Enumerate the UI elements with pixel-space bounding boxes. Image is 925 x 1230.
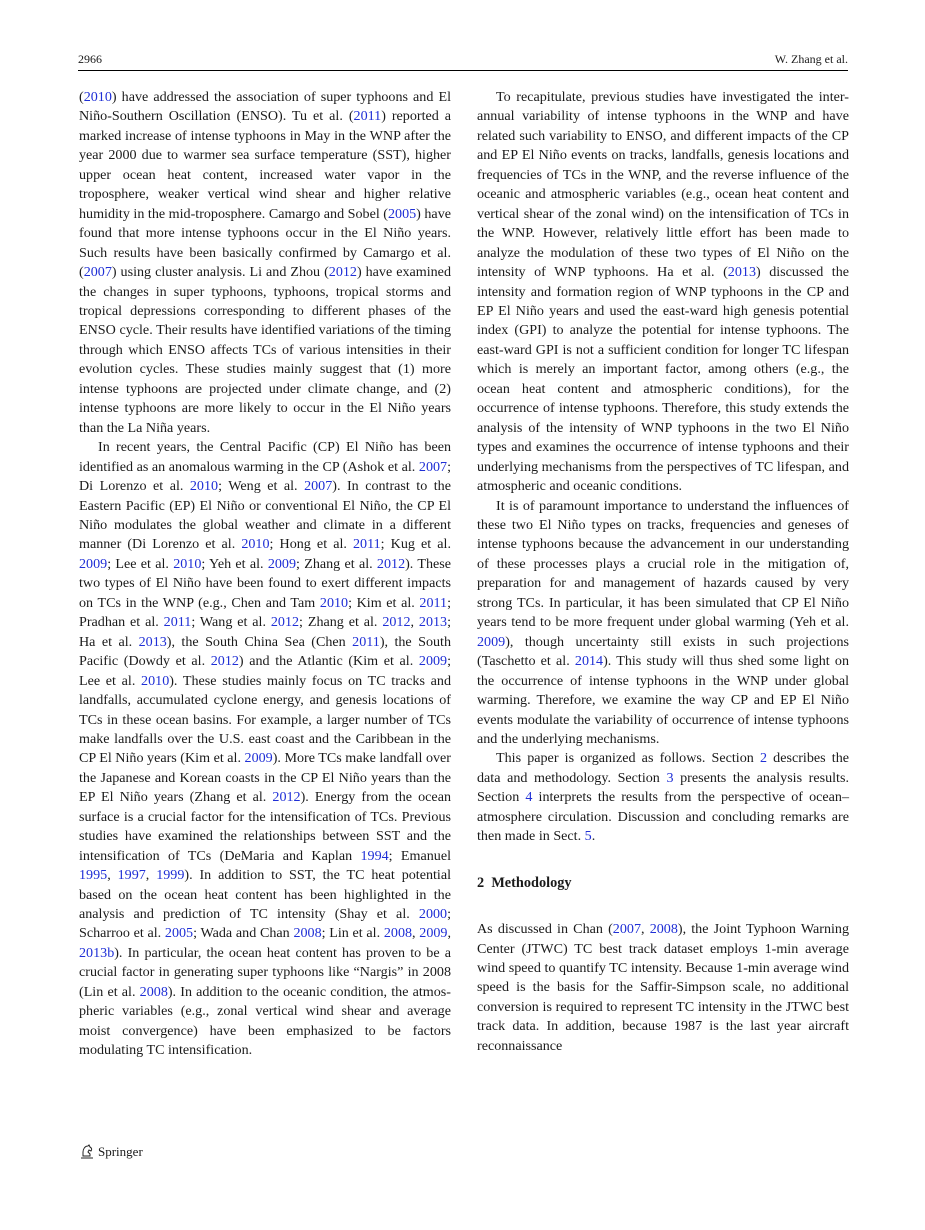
citation-link[interactable]: 2012: [210, 653, 239, 670]
citation-link[interactable]: 2012: [270, 614, 300, 631]
paragraph: In recent years, the Central Pacific (CP) El Niño has been identified as an anomalous warming in the CP (Ashok et al. 2007; Di Lorenzo et al. 2010; Weng et al. 2007). In contrast to the Eastern Pacific (EP) El Niño or conventional El Niño, the CP El Niño modulates the global weather and climate in a different manner (Di Lorenzo et al. 2010; Hong et al. 2011; Kug et al. 2009; Lee et al. 2010; Yeh et al. 2009; Zhang et al. 2012). These two types of El Niño have been found to exert different impacts on TCs in the WNP (e.g., Chen and Tam 2010; Kim et al. 2011; Pradhan et al. 2011; Wang et al. 2012; Zhang et al. 2012, 2013; Ha et al. 2013), the South China Sea (Chen 2011), the South Pacific (Dowdy et al. 2012) and the Atlantic (Kim et al. 2009; Lee et al. 2010). These studies mainly focus on TC tracks and landfalls, accumulated cyclone energy, and genesis locations of TCs in these ocean basins. For example, a larger number of TCs make landfalls over the U.S. east coast and the Caribbean in the CP El Niño years (Kim et al. 2009). More TCs make landfall over the Japanese and Korean coasts in the CP El Niño years than the EP El Niño years (Zhang et al. 2012). Energy from the ocean surface is a crucial factor for the intensification of TCs. Previous studies have examined the relationships between SST and the intensification of TCs (DeMaria and Kaplan 1994; Emanuel 1995, 1997, 1999). In addition to SST, the TC heat potential based on the ocean heat content has been highlighted in the analysis and prediction of TC intensity (Shay et al. 2000; Scharroo et al. 2005; Wada and Chan 2008; Lin et al. 2008, 2009, 2013b). In particular, the ocean heat content has proven to be a crucial factor in generating super typhoons like “Nargis” in 2008 (Lin et al. 2008). In addition to the oceanic condition, the atmospheric variables (e.g., zonal vertical wind shear and average moist convergence) have been emphasized to be factors modulating TC intensification.: [79, 439, 452, 1059]
citation-link[interactable]: 2007: [612, 921, 641, 938]
paragraph: This paper is organized as follows. Section 2 describes the data and methodology. Section 3 presents the analysis results. Section 4 interprets the results from the perspective of ocean–atmosphere circulation. Discussion and concluding remarks are then made in Sect. 5.: [477, 750, 849, 845]
section-heading: [477, 874, 849, 893]
citation-link[interactable]: 2013: [418, 614, 448, 631]
section-title: Methodology: [491, 874, 572, 891]
citation-link[interactable]: 2009: [418, 653, 448, 670]
citation-link[interactable]: 3: [666, 769, 674, 786]
citation-link[interactable]: 2005: [164, 925, 194, 942]
citation-link[interactable]: 2010: [83, 89, 112, 105]
right-column: [477, 88, 849, 1056]
citation-link[interactable]: 2007: [83, 264, 112, 281]
citation-link[interactable]: 2010: [189, 478, 219, 495]
citation-link[interactable]: 2005: [387, 205, 417, 222]
citation-link[interactable]: 2008: [649, 921, 678, 938]
citation-link[interactable]: 2009: [419, 925, 448, 942]
citation-link[interactable]: 2013: [727, 264, 756, 281]
citation-link[interactable]: 2008: [139, 983, 168, 1000]
citation-link[interactable]: 2013b: [79, 944, 115, 961]
citation-link[interactable]: 1994: [360, 847, 389, 864]
citation-link[interactable]: 2000: [418, 906, 448, 923]
running-header: [78, 50, 848, 71]
citation-link[interactable]: 2011: [353, 108, 382, 125]
citation-link[interactable]: 2011: [352, 633, 380, 650]
citation-link[interactable]: 2014: [574, 653, 604, 670]
citation-link[interactable]: 1997: [117, 867, 146, 884]
citation-link[interactable]: 2008: [293, 925, 322, 942]
citation-link[interactable]: 4: [525, 789, 533, 806]
citation-link[interactable]: 2009: [267, 555, 297, 572]
citation-link[interactable]: 2010: [319, 594, 349, 611]
citation-link[interactable]: 2011: [419, 594, 448, 611]
citation-link[interactable]: 2012: [328, 264, 357, 281]
citation-link[interactable]: 2007: [304, 478, 333, 495]
paragraph: To recapitulate, previous studies have investigated the inter-annual variability of intense typhoons in the WNP and have related such variability to ENSO, and different impacts of the CP and EP El Niño events on tracks, landfalls, genesis locations and frequencies of TCs in the WNP, and the reverse influence of the oceanic and atmospheric variables (e.g., ocean heat content and vertical shear of the zonal wind) on the intensification of TCs in the WNP. However, relatively little effort has been made to analyze the modulation of these two types of El Niño on the intensity of WNP typhoons. Ha et al. (2013) discussed the intensity and formation region of WNP typhoons in the CP and EP El Niño years and used the east-ward high genesis potential index (GPI) to analyze the potential for intense typhoons. The east-ward GPI is not a sufficient condition for longer TC lifespan which is merely an important factor, among others (e.g., the ocean heat content and atmospheric conditions), for the occurrence of intense typhoons. Therefore, this study extends the analysis of the intensity of WNP typhoons in the two El Niño types and examines the occurrence of intense typhoons and their underlying mechanisms from the perspectives of TC lifespan, and atmospheric and oceanic conditions.: [477, 89, 849, 495]
left-column: [79, 88, 451, 1061]
citation-link[interactable]: 2007: [418, 458, 448, 475]
citation-link[interactable]: 2010: [141, 672, 170, 689]
citation-link[interactable]: 1999: [156, 867, 185, 884]
section-number: 2: [477, 874, 485, 891]
page-number: 2966: [78, 52, 102, 66]
citation-link[interactable]: 2012: [272, 789, 301, 806]
citation-link[interactable]: 2010: [173, 555, 202, 572]
paragraph: It is of paramount importance to understand the influences of these two El Niño types on tracks, frequencies and geneses of intense typhoons because the advancement in our understanding of these processes plays a crucial role in the mitigation of, preparation for and management of hazards caused by very strong TCs. In particular, it has been simulated that CP El Niño years tend to be more frequent under global warming (Yeh et al. 2009), though uncertainty still exists in such projections (Taschetto et al. 2014). This study will thus shed some light on the occurrence of intense typhoons in the WNP under global warming. Therefore, we examine the way CP and EP El Niño events modulate the variability of occurrence of intense typhoons and the underlying mechanisms.: [477, 497, 849, 747]
citation-link[interactable]: 2012: [376, 555, 406, 572]
citation-link[interactable]: 2011: [352, 536, 381, 553]
citation-link[interactable]: 2013: [138, 633, 167, 650]
publisher-footer: [80, 1144, 143, 1160]
citation-link[interactable]: 2012: [382, 614, 411, 631]
citation-link[interactable]: 2009: [244, 750, 273, 767]
citation-link[interactable]: 1995: [79, 867, 108, 884]
publisher-name: Springer: [98, 1144, 143, 1159]
citation-link[interactable]: 2008: [383, 925, 413, 942]
citation-link[interactable]: 5: [584, 828, 592, 845]
citation-link[interactable]: 2: [759, 750, 768, 767]
citation-link[interactable]: 2009: [79, 555, 108, 572]
citation-link[interactable]: 2009: [477, 633, 506, 650]
springer-knight-icon: [80, 1144, 94, 1160]
paragraph: As discussed in Chan (2007, 2008), the Joint Typhoon Warning Center (JTWC) TC best track dataset employs 1-min average wind speed to quantify TC intensity. Because 1-min average wind speed is the basis for the Saffir-Simpson scale, no additional conversion is required to represent TC intensity in the JTWC best track data. In addition, because 1987 is the last year aircraft reconnaissance: [477, 921, 849, 1054]
citation-link[interactable]: 2011: [163, 614, 192, 631]
paragraph: (2010) have addressed the association of super typhoons and El Niño-Southern Oscillation (ENSO). Tu et al. (2011) reported a marked increase of intense typhoons in May in the WNP after the year 2000 due to warmer sea surface temperature (SST), higher upper ocean heat content, increased water vapor in the troposphere, weaker vertical wind shear and higher relative humidity in the mid-troposphere. Camargo and Sobel (2005) have found that more intense typhoons occur in the El Niño years. Such results have been basically confirmed by Camargo et al. (2007) using cluster analysis. Li and Zhou (2012) have examined the changes in super typhoons, typhoons, tropical storms and tropical depressions corresponding to different phases of the ENSO cycle. Their results have identified variations of the timing through which ENSO affects TCs of various intensities in their evolution cycles. These studies mainly suggest that (1) more intense typhoons are projected under climate change, and (2) intense typhoons are more likely to occur in the El Niño years than the La Niña years.: [79, 89, 451, 436]
citation-link[interactable]: 2010: [241, 536, 270, 553]
running-head-authors: W. Zhang et al.: [774, 52, 848, 66]
